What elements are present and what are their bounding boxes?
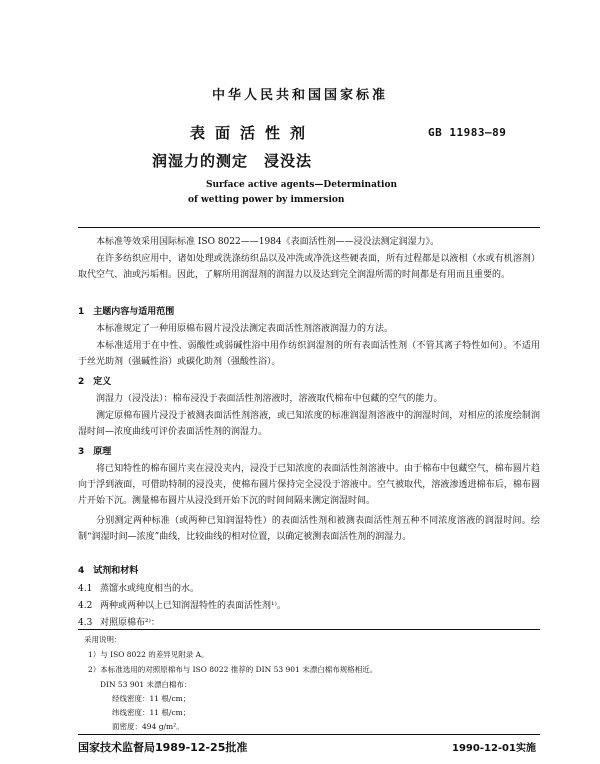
section-4-heading: 4 试剂和材料 [78, 566, 139, 576]
section-1-paragraph-1: 本标准规定了一种用原棉布圆片浸没法测定表面活性剂溶液润湿力的方法。 [96, 324, 394, 334]
footnote-spec-weft: 纬线密度：11 根/cm； [112, 708, 191, 717]
list-item [78, 615, 160, 628]
standard-number: GB 11983—89 [428, 126, 507, 139]
standard-header: 中华人民共和国国家标准 [211, 88, 388, 103]
item-text: 蒸馏水或纯度相当的水。 [100, 584, 200, 594]
item-text: 对照原棉布²⁾： [100, 618, 160, 628]
title-main: 表面活性剂 [190, 124, 316, 142]
section-1-paragraph-2: 本标准适用于在中性、弱酸性或弱碱性浴中用作纺织润湿剂的所有表面活性剂（不管其离子特性如何）。不适用于丝光助剂（强碱性浴）或碳化助剂（强酸性浴）。 [78, 341, 540, 367]
english-title-line1: Surface active agents—Determination [206, 180, 398, 190]
intro-paragraph-1: 本标准等效采用国际标准 ISO 8022——1984《表面活性剂——浸没法测定润湿力》。 [96, 237, 440, 247]
footnote-spec-density: 面密度：494 g/m²。 [112, 722, 184, 731]
approval-line: 国家技术监督局1989-12-25批准 [78, 741, 248, 754]
footnote-1: 1）与 ISO 8022 的差异见附录 A。 [88, 650, 209, 659]
section-3-paragraph-2: 分别测定两种标准（或两种已知润湿特性）的表面活性剂和被测表面活性剂五种不同浓度溶液的润湿时间。绘制“润湿时间—浓度”曲线，比较曲线的相对位置，以确定被测表面活性剂的润湿力。 [78, 516, 540, 542]
implementation-date: 1990-12-01实施 [452, 743, 536, 754]
footer-divider [78, 734, 540, 735]
english-title-line2: of wetting power by immersion [188, 195, 345, 205]
item-number: 4.2 [78, 601, 93, 611]
footnote-2: 2）本标准选用的对照原棉布与 ISO 8022 推荐的 DIN 53 901 未漂白棉布规格相近。 [88, 665, 378, 674]
title-sub: 润湿力的测定 浸没法 [152, 152, 313, 170]
title-divider [78, 227, 540, 228]
intro-paragraph-2: 在许多纺织应用中，诸如处理或洗涤纺织品以及冲洗或净洗这些硬表面，所有过程都是以液相（水或有机溶剂）取代空气、油或污垢相。因此，了解所用润湿剂的润湿力以及达到完全润湿所需的时间都是有用而且重要的。 [78, 254, 540, 280]
item-text: 两种或两种以上已知润湿特性的表面活性剂¹⁾。 [100, 601, 286, 611]
section-1-heading: 1 主题内容与适用范围 [78, 307, 175, 317]
section-2-heading: 2 定义 [78, 377, 112, 387]
footnote-divider [78, 629, 540, 630]
footnote-label: 采用说明： [84, 635, 122, 644]
section-2-paragraph-2: 测定原棉布圆片浸没于被测表面活性剂溶液，或已知浓度的标准润湿剂溶液中的润湿时间，对相应的浓度绘制润湿时间—浓度曲线可评价表面活性剂的润湿力。 [78, 411, 540, 437]
section-3-heading: 3 原理 [78, 447, 112, 457]
section-3-paragraph-1: 将已知特性的棉布圆片夹在浸没夹内，浸没于已知浓度的表面活性剂溶液中。由于棉布中包藏空气，棉布圆片趋向于浮到液面，可借助特制的浸没夹，使棉布圆片保持完全浸没于溶液中。空气被取代，溶液渗透进棉布后，棉布圆片开始下沉。测量棉布圆片从浸没到开始下沉的时间间隔来测定润湿时间。 [78, 464, 540, 506]
list-item [78, 581, 199, 594]
footnote-spec-warp: 经线密度：11 根/cm； [112, 694, 191, 703]
section-2-paragraph-1: 润湿力（浸没法）：棉布浸没于表面活性剂溶液时，溶液取代棉布中包藏的空气的能力。 [96, 394, 443, 404]
list-item [78, 598, 286, 611]
footnote-spec-title: DIN 53 901 未漂白棉布： [100, 680, 192, 689]
item-number: 4.3 [78, 618, 93, 628]
item-number: 4.1 [78, 584, 93, 594]
